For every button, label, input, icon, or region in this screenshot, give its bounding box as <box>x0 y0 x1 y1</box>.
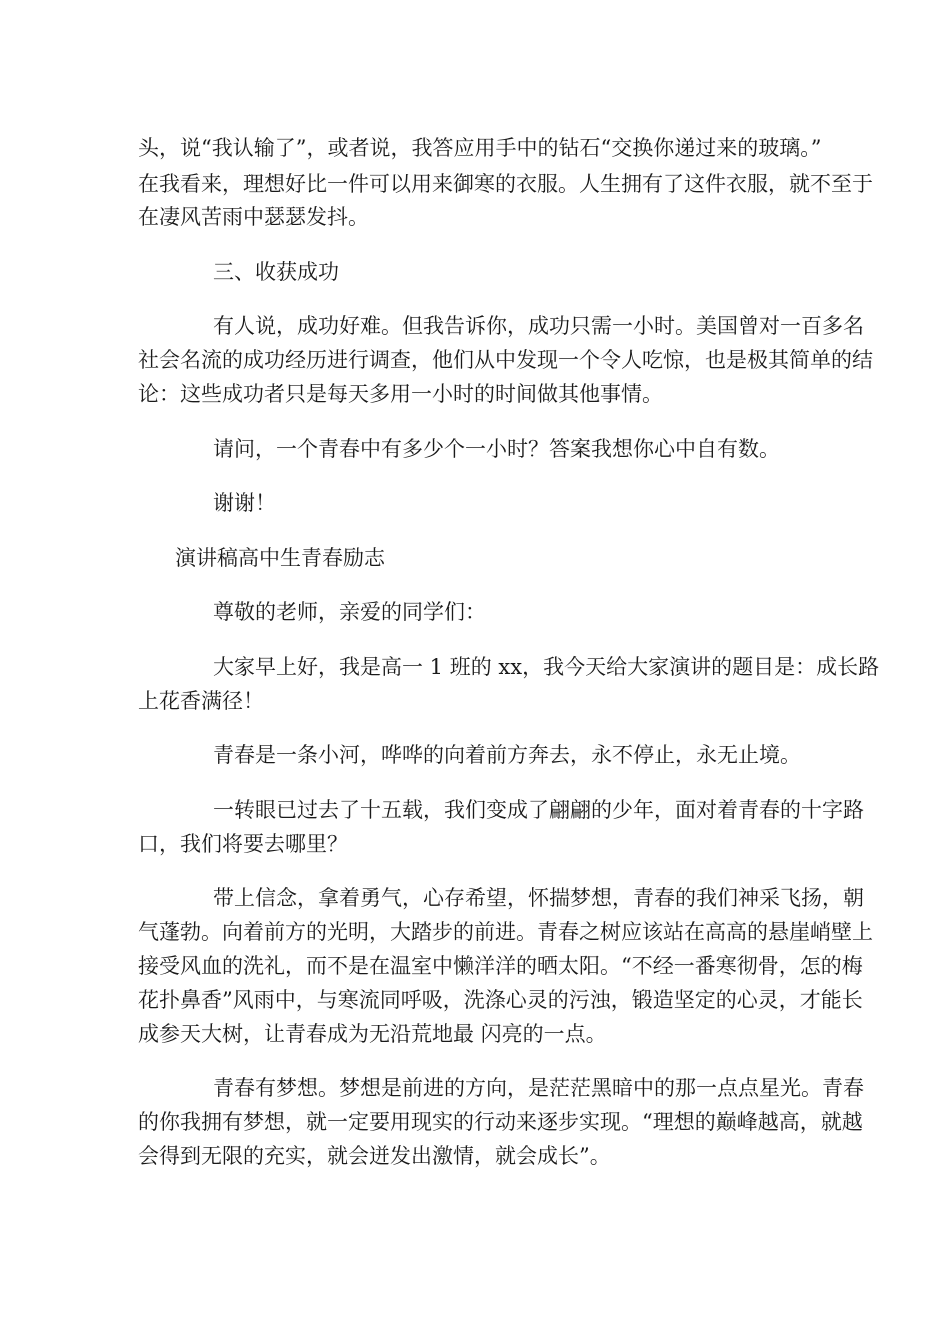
paragraph-line: 一转眼已过去了十五载，我们变成了翩翩的少年，面对着青春的十字路 <box>213 798 864 822</box>
paragraph-line: 社会名流的成功经历进行调查，他们从中发现一个令人吃惊，也是极其简单的结 <box>138 348 873 372</box>
paragraph-line: 青春是一条小河，哗哗的向着前方奔去，永不停止，永无止境。 <box>213 743 801 767</box>
paragraph-line: 大家早上好，我是高一 1 班的 xx，我今天给大家演讲的题目是：成长路 <box>213 655 880 679</box>
paragraph-line: 口，我们将要去哪里？ <box>138 832 348 856</box>
paragraph-line: 会得到无限的充实，就会迸发出激情，就会成长”。 <box>138 1144 611 1168</box>
greeting-line: 尊敬的老师，亲爱的同学们： <box>213 600 486 624</box>
paragraph-line: 上花香满径！ <box>138 689 264 713</box>
paragraph-line: 花扑鼻香”风雨中，与寒流同呼吸，洗涤心灵的污浊，锻造坚定的心灵，才能长 <box>138 988 863 1012</box>
paragraph-line: 青春有梦想。梦想是前进的方向，是茫茫黑暗中的那一点点星光。青春 <box>213 1076 864 1100</box>
paragraph-line: 在凄风苦雨中瑟瑟发抖。 <box>138 205 369 229</box>
paragraph-line: 接受风血的洗礼，而不是在温室中懒洋洋的晒太阳。“不经一番寒彻骨，怎的梅 <box>138 954 863 978</box>
paragraph-line: 头，说“我认输了”，或者说，我答应用手中的钻石“交换你递过来的玻璃。” <box>138 136 822 160</box>
paragraph-line: 请问，一个青春中有多少个一小时？答案我想你心中自有数。 <box>213 437 780 461</box>
paragraph-line: 的你我拥有梦想，就一定要用现实的行动来逐步实现。“理想的巅峰越高，就越 <box>138 1110 863 1134</box>
paragraph-line: 在我看来，理想好比一件可以用来御寒的衣服。人生拥有了这件衣服，就不至于 <box>138 172 873 196</box>
paragraph-line: 带上信念，拿着勇气，心存希望，怀揣梦想，青春的我们神采飞扬，朝 <box>213 886 864 910</box>
paragraph-line: 论：这些成功者只是每天多用一小时的时间做其他事情。 <box>138 382 663 406</box>
document-title: 演讲稿高中生青春励志 <box>175 546 385 570</box>
paragraph-line: 谢谢！ <box>213 491 276 515</box>
paragraph-line: 有人说，成功好难。但我告诉你，成功只需一小时。美国曾对一百多名 <box>213 314 864 338</box>
paragraph-line: 成参天大树，让青春成为无沿荒地最 闪亮的一点。 <box>138 1022 607 1046</box>
section-heading: 三、收获成功 <box>213 260 339 284</box>
paragraph-line: 气蓬勃。向着前方的光明，大踏步的前进。青春之树应该站在高高的悬崖峭壁上 <box>138 920 873 944</box>
